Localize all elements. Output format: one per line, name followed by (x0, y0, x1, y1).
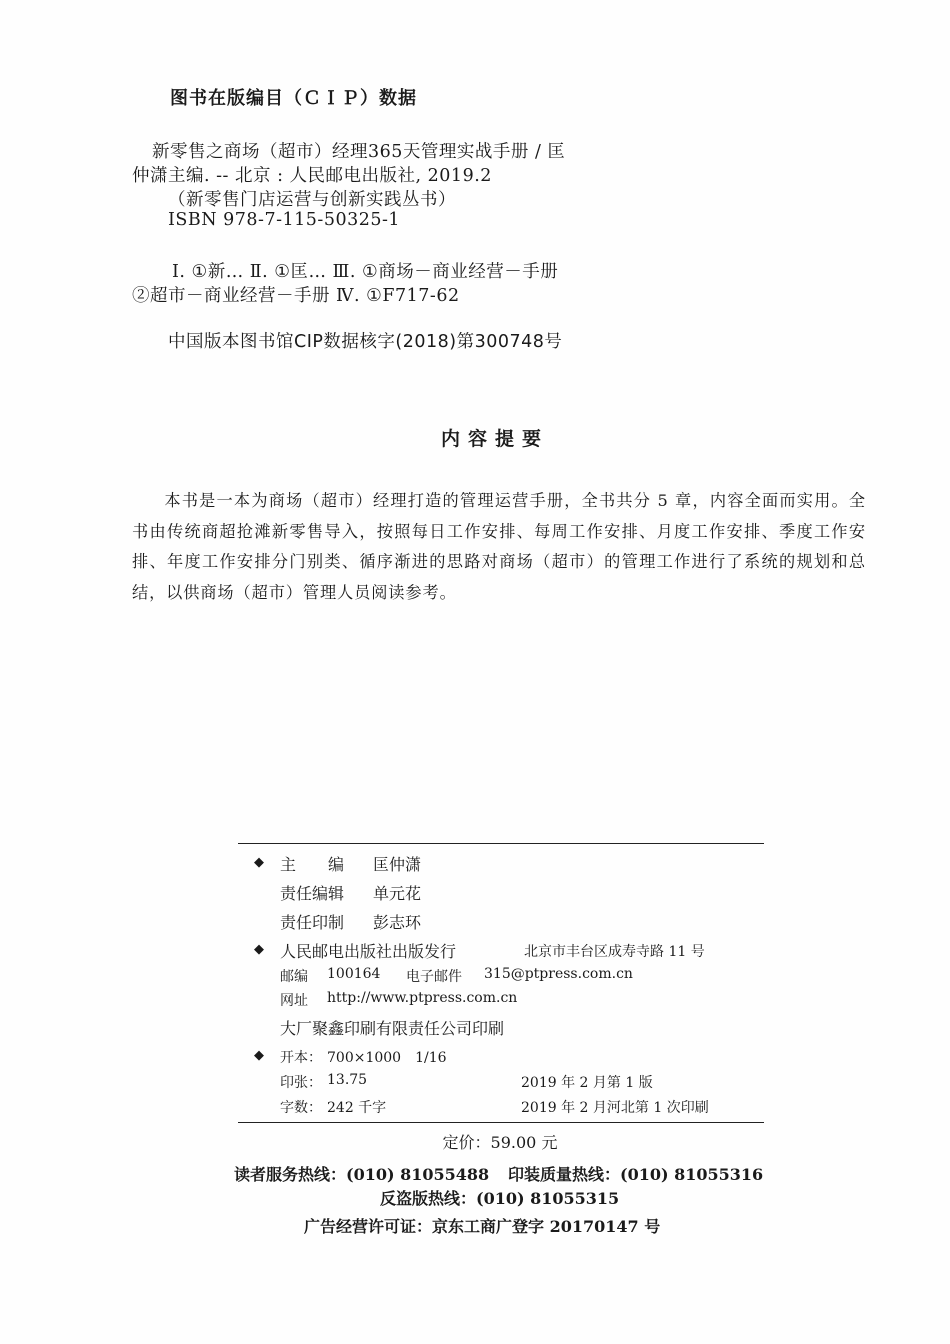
reader-hotline-label: 读者服务热线： (234, 1165, 347, 1184)
resp-print-label: 责任印制 (280, 913, 345, 932)
email-label: 电子邮件 (406, 969, 462, 985)
cip-heading: 图书在版编目（ＣＩＰ）数据 (170, 88, 417, 109)
resp-print-name: 彭志环 (373, 913, 422, 932)
ad-license (304, 1214, 660, 1237)
website: http://www.ptpress.com.cn (327, 990, 518, 1006)
words-label: 字数： (280, 1100, 322, 1116)
publisher: 人民邮电出版社出版发行 (280, 942, 457, 961)
resp-editor-label: 责任编辑 (280, 884, 345, 903)
ad-license-label: 广告经营许可证：京东工商广登字 (304, 1217, 545, 1236)
cip-classification-line-2: ②超市－商业经营－手册 Ⅳ. ①F717-62 (132, 286, 460, 306)
summary-title: 内容提要 (440, 428, 549, 450)
sheets: 13.75 (327, 1072, 368, 1088)
cip-classification-line: Ⅰ. ①新… Ⅱ. ①匡… Ⅲ. ①商场－商业经营－手册 (172, 262, 559, 282)
format-label: 开本： (280, 1050, 322, 1066)
edition: 2019 年 2 月第 1 版 (521, 1075, 653, 1091)
reader-hotline-number: (010) 81055488 (346, 1165, 490, 1184)
ad-license-number: 20170147 (549, 1217, 639, 1236)
quality-hotline-label: 印装质量热线： (508, 1165, 621, 1184)
cip-number: 中国版本图书馆CIP数据核字(2018)第300748号 (168, 332, 563, 352)
website-label: 网址 (280, 993, 308, 1009)
summary-text: 本书是一本为商场（超市）经理打造的管理运营手册，全书共分 5 章，内容全面而实用。全书由传统商超抢滩新零售导入，按照每日工作安排、每周工作安排、月度工作安排、季度工作安排、年度工作安排分门别类、循序渐进的思路对商场（超市）的管理工作进行了系统的规划和总结，以供商场（超市）管理人员阅读参考。 (132, 491, 866, 602)
colophon-bottom-rule (238, 1122, 764, 1123)
printing: 2019 年 2 月河北第 1 次印刷 (521, 1100, 709, 1116)
quality-hotline (508, 1162, 763, 1185)
sheets-label: 印张： (280, 1075, 322, 1091)
words: 242 千字 (327, 1100, 387, 1116)
publisher-address: 北京市丰台区成寿寺路 11 号 (524, 944, 705, 960)
diamond-bullet-icon: ◆ (254, 1048, 264, 1063)
reader-hotline (234, 1162, 489, 1185)
cip-isbn-line: ISBN 978-7-115-50325-1 (168, 210, 401, 230)
editor-name: 匡仲潇 (373, 855, 422, 874)
editor-label: 主 编 (280, 855, 345, 874)
resp-editor-name: 单元花 (373, 884, 422, 903)
colophon-top-rule (238, 843, 764, 844)
format: 700×1000 1/16 (327, 1050, 447, 1066)
ad-license-suffix: 号 (644, 1217, 661, 1236)
quality-hotline-number: (010) 81055316 (620, 1165, 764, 1184)
printer: 大厂聚鑫印刷有限责任公司印刷 (280, 1019, 505, 1038)
diamond-bullet-icon: ◆ (254, 942, 264, 957)
price: 定价：59.00 元 (442, 1133, 558, 1152)
piracy-hotline-label: 反盗版热线： (380, 1189, 477, 1208)
postcode-label: 邮编 (280, 969, 308, 985)
cip-editor-line: 仲潇主编. -- 北京 : 人民邮电出版社, 2019.2 (132, 166, 492, 186)
piracy-hotline-number: (010) 81055315 (476, 1189, 620, 1208)
cip-title-line: 新零售之商场（超市）经理365天管理实战手册 / 匡 (152, 142, 566, 162)
piracy-hotline (380, 1186, 619, 1209)
diamond-bullet-icon: ◆ (254, 855, 264, 870)
email: 315@ptpress.com.cn (484, 966, 633, 982)
postcode: 100164 (327, 966, 381, 982)
cip-series-line: （新零售门店运营与创新实践丛书） (168, 190, 456, 210)
